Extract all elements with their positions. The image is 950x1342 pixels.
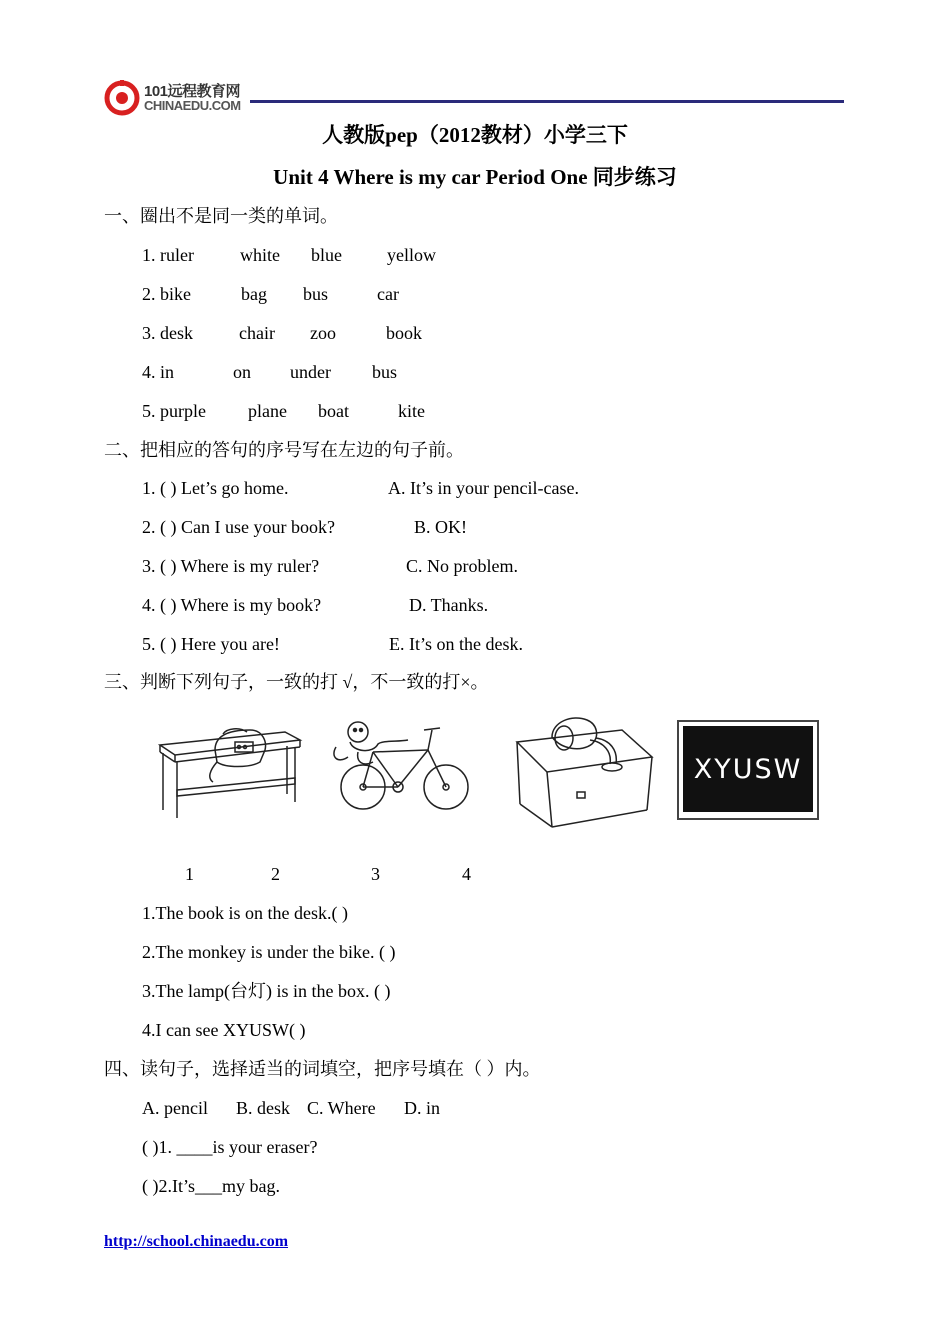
- s3-statement1: 1.The book is on the desk.( ): [142, 903, 348, 923]
- s1-row3-word4: book: [386, 323, 422, 343]
- site-logo: [104, 80, 249, 116]
- s4-option-b: B. desk: [236, 1098, 290, 1118]
- s3-statement3: 3.The lamp(台灯) is in the box. ( ): [142, 981, 391, 1001]
- s1-row5-word2: plane: [248, 401, 287, 421]
- s1-row1-word4: yellow: [387, 245, 436, 265]
- s4-item1: ( )1. ____is your eraser?: [142, 1137, 318, 1157]
- s3-statement4: 4.I can see XYUSW( ): [142, 1020, 306, 1040]
- s4-item2: ( )2.It’s___my bag.: [142, 1176, 280, 1196]
- s1-row1-word3: blue: [311, 245, 342, 265]
- footer-link[interactable]: http://school.chinaedu.com: [104, 1233, 289, 1250]
- s1-row3-word1: 3. desk: [142, 323, 193, 343]
- s1-row2-word1: 2. bike: [142, 284, 191, 304]
- s1-row4-word3: under: [290, 362, 331, 382]
- page-title: 人教版pep（2012教材）小学三下: [322, 123, 628, 147]
- s2-answer-e: E. It’s on the desk.: [389, 634, 523, 654]
- s2-answer-b: B. OK!: [414, 517, 467, 537]
- s1-row3-word3: zoo: [310, 323, 336, 343]
- lamp-box-picture: [512, 712, 657, 830]
- s4-option-d: D. in: [404, 1098, 440, 1118]
- s2-question1: 1. ( ) Let’s go home.: [142, 478, 289, 498]
- s4-option-a: A. pencil: [142, 1098, 208, 1118]
- page-subtitle: Unit 4 Where is my car Period One 同步练习: [273, 165, 677, 189]
- desk-bag-picture: [155, 720, 305, 820]
- s1-row4-word4: bus: [372, 362, 398, 382]
- pic-number-2: 2: [271, 864, 280, 884]
- s3-statement2: 2.The monkey is under the bike. ( ): [142, 942, 396, 962]
- blackboard-text: XYUSW: [683, 726, 813, 812]
- section3-heading: 三、判断下列句子，一致的打 √，不一致的打×。: [104, 672, 489, 692]
- header-rule: [250, 100, 844, 103]
- s4-option-c: C. Where: [307, 1098, 376, 1118]
- s2-answer-d: D. Thanks.: [409, 595, 489, 615]
- pic-number-4: 4: [462, 864, 471, 884]
- s2-question5: 5. ( ) Here you are!: [142, 634, 280, 654]
- section2-heading: 二、把相应的答句的序号写在左边的句子前。: [104, 440, 464, 460]
- pic-number-1: 1: [185, 864, 194, 884]
- blackboard-picture: [677, 720, 819, 820]
- logo-text-bottom: CHINAEDU.COM: [144, 98, 241, 113]
- s2-answer-c: C. No problem.: [406, 556, 518, 576]
- s1-row3-word2: chair: [239, 323, 275, 343]
- section4-heading: 四、读句子，选择适当的词填空，把序号填在（ ）内。: [104, 1059, 541, 1079]
- s2-question3: 3. ( ) Where is my ruler?: [142, 556, 320, 576]
- s1-row1-word2: white: [240, 245, 280, 265]
- logo-text-top: 101远程教育网: [144, 83, 241, 100]
- s1-row4-word2: on: [233, 362, 251, 382]
- logo-mark-icon: [104, 80, 140, 116]
- s1-row5-word1: 5. purple: [142, 401, 206, 421]
- s2-question2: 2. ( ) Can I use your book?: [142, 517, 335, 537]
- s1-row1-word1: 1. ruler: [142, 245, 194, 265]
- s1-row2-word2: bag: [241, 284, 267, 304]
- s1-row2-word3: bus: [303, 284, 329, 304]
- s2-question4: 4. ( ) Where is my book?: [142, 595, 322, 615]
- s1-row4-word1: 4. in: [142, 362, 175, 382]
- s1-row5-word4: kite: [398, 401, 425, 421]
- monkey-bike-picture: [328, 712, 478, 822]
- section1-heading: 一、圈出不是同一类的单词。: [104, 206, 338, 226]
- s1-row2-word4: car: [377, 284, 399, 304]
- s1-row5-word3: boat: [318, 401, 349, 421]
- s2-answer-a: A. It’s in your pencil-case.: [388, 478, 579, 498]
- pic-number-3: 3: [371, 864, 380, 884]
